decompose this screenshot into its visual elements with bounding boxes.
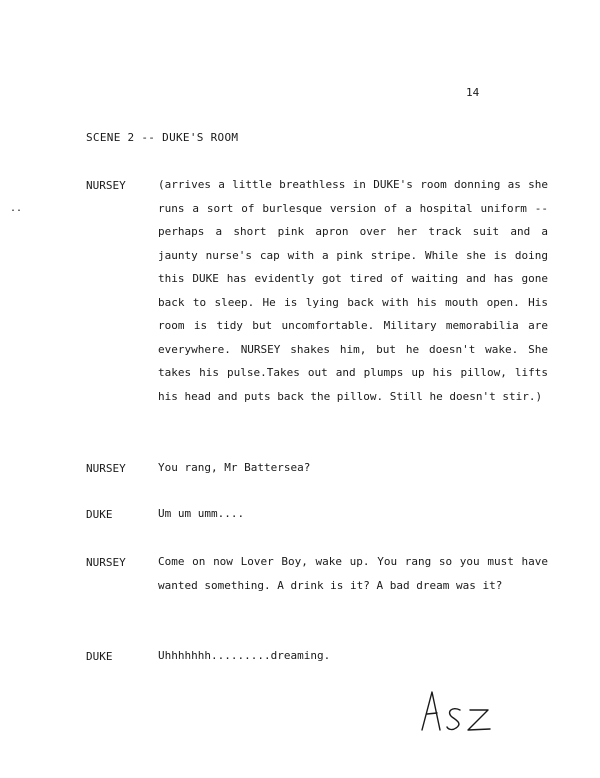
- speaker-name: DUKE: [86, 508, 113, 521]
- dialogue-line: Um um umm....: [158, 507, 245, 520]
- dialogue-line: You rang, Mr Battersea?: [158, 461, 311, 474]
- page-number: 14: [466, 86, 480, 99]
- speaker-name: NURSEY: [86, 462, 126, 475]
- speaker-name: NURSEY: [86, 556, 126, 569]
- dialogue-line: Uhhhhhhh.........dreaming.: [158, 649, 331, 662]
- handwritten-signature: [418, 686, 508, 736]
- stray-mark: ..: [10, 203, 23, 214]
- scene-heading: SCENE 2 -- DUKE'S ROOM: [86, 131, 239, 144]
- speaker-name: DUKE: [86, 650, 113, 663]
- speaker-name: NURSEY: [86, 179, 126, 192]
- stage-direction: (arrives a little breathless in DUKE's room donning as she runs a sort of burlesque version of a hospital uniform -- perhaps a short pink apron over her track suit and a jaunty nurse's cap with a pink stripe. While she is doing this DUKE has evidently got tired of waiting and has gone back to sleep. He is lying back with his mouth open. His room is tidy but uncomfortable. Military memorabilia are everywhere. NURSEY shakes him, but he doesn't wake. She takes his pulse.Takes out and plumps up his pillow, lifts his head and puts back the pillow. Still he doesn't stir.): [158, 178, 548, 403]
- dialogue-line: Come on now Lover Boy, wake up. You rang so you must have wanted something. A drink is it? A bad dream was it?: [158, 555, 548, 592]
